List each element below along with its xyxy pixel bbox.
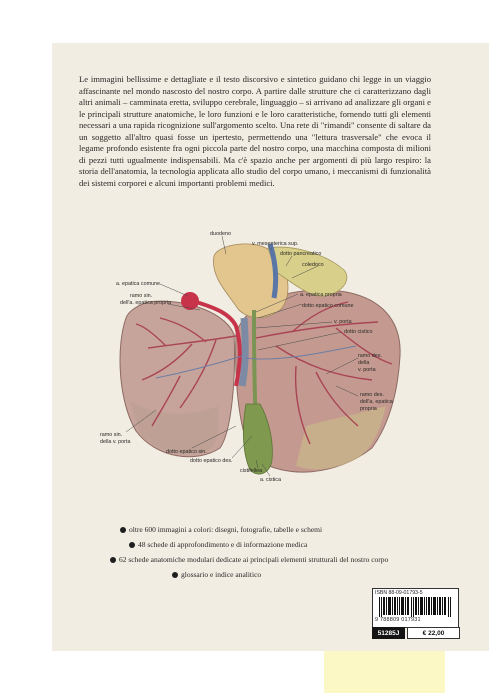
label-cistifellea: cistifellea [240,468,263,474]
isbn-barcode-box [372,588,459,628]
isbn-label: ISBN 88-09-01793-5 [375,590,423,596]
label-ramo-des-epatica-3: propria [360,406,377,412]
label-ramo-sin-porta-1: ramo sin. [100,432,123,438]
label-coledoco: coledoco [302,262,324,268]
label-ramo-des-porta-2: della [358,360,370,366]
feature-item [110,552,388,567]
barcode-number: 9 788809 017931 [375,617,421,623]
bullet-icon [120,527,126,533]
portal-vein [242,318,245,386]
label-dotto-epatico-sin: dotto epatico sin. [166,449,207,455]
features-list [120,522,388,582]
feature-text: oltre 600 immagini a colori: disegni, fotografie, tabelle e schemi [129,525,323,534]
feature-item [129,537,388,552]
label-a-epatica-propria: a. epatica propria [300,292,342,298]
bullet-icon [129,542,135,548]
feature-text: glossario e indice analitico [181,570,262,579]
price-tag: € 22,00 [407,627,460,639]
label-v-mesenterica: v. mesenterica sup. [252,241,299,247]
label-ramo-des-porta-3: v. porta [358,367,376,373]
label-duodeno: duodeno [210,231,231,237]
label-dotto-epatico-des: dotto epatico des. [190,458,233,464]
label-ramo-sin-epatica-2: dell'a. epatica propria [120,300,172,306]
label-a-epatica-comune: a. epatica comune [116,281,161,287]
bullet-icon [110,557,116,563]
feature-text: 48 schede di approfondimento e di informazione medica [138,540,308,549]
feature-item [172,567,388,582]
artery-knot [181,292,199,310]
label-dotto-pancreatico: dotto pancreatico [280,251,322,257]
label-v-porta: v. porta [334,319,352,325]
label-ramo-des-epatica-1: ramo des. [360,392,384,398]
yellow-sticky-note [324,651,445,693]
label-a-cistica: a. cistica [260,477,281,483]
product-code-badge: 51285J [372,627,405,639]
barcode-graphic [375,597,456,617]
feature-text: 62 schede anatomiche modulari dedicate ai principali elementi strutturali del nostro corpo [119,555,389,564]
label-ramo-sin-porta-2: della v. porta [100,439,131,445]
label-ramo-des-epatica-2: dell'a. epatica [360,399,393,405]
feature-item [120,522,388,537]
label-ramo-des-porta-1: ramo des. [358,353,382,359]
bullet-icon [172,572,178,578]
description-paragraph: Le immagini bellissime e dettagliate e il testo discorsivo e sintetico guidano chi legge in un viaggio affascinante nel mondo nascosto del nostro corpo. A partire dalle strutture che ci caratterizzano dagli altri animali – camminata eretta, sviluppo cerebrale, linguaggio – si arrivano ad analizzare gli organi e le principali strutture anatomiche, le loro funzioni e le loro caratteristiche, fornendo tutti gli elementi necessari a una rapida ricognizione sull'argomento scelto. Una rete di "rimandi" consente di saltare da un soggetto all'altro quasi fosse un ipertesto, permettendo una "lettura trasversale" che evoca il legame profondo esistente fra ogni piccola parte del nostro corpo, una macchina composta di milioni di pezzi tutti ugualmente indispensabili. Ma c'è spazio anche per argomenti di più largo respiro: la storia dell'anatomia, la tecnologia applicata allo studio del corpo umano, i meccanismi di funzionalità dei sistemi corporei e alcuni importanti problemi medici. [79,74,431,188]
label-dotto-cistico: dotto cistico [344,329,373,335]
liver-anatomy-illustration [96,226,416,488]
label-ramo-sin-epatica-1: ramo sin. [130,293,153,299]
label-dotto-epatico-comune: dotto epatico comune [302,303,354,309]
